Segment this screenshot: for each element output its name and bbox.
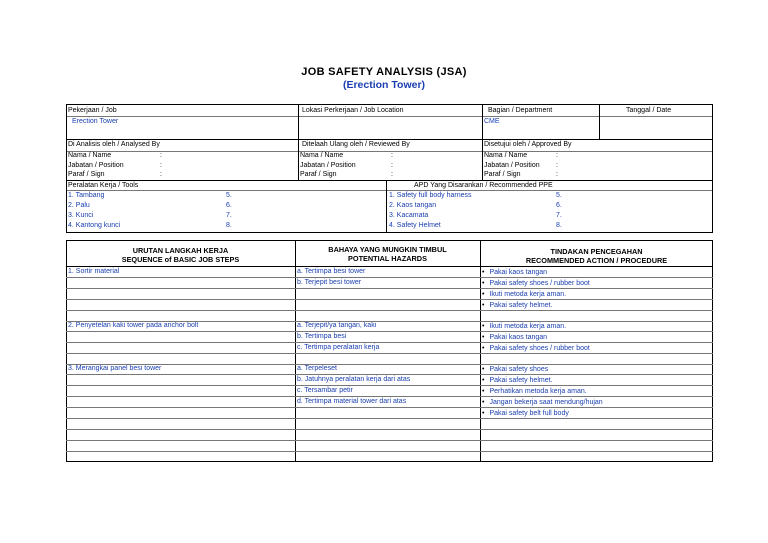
tool-item: 4. Kantong kunci: [68, 222, 121, 229]
grid-line: [66, 396, 713, 397]
step-1: 1. Sortir material: [68, 268, 120, 275]
step-3: 3. Merangkai panel besi tower: [68, 365, 162, 372]
action-item: • Perhatikan metoda kerja aman.: [482, 387, 587, 396]
tool-item: 2. Palu: [68, 202, 90, 209]
tool-number: 5.: [226, 192, 232, 199]
ppe-number: 6.: [556, 202, 562, 209]
hazard-item: a. Terjepit/ya tangan, kaki: [297, 322, 377, 329]
steps-column-header: URUTAN LANGKAH KERJA SEQUENCE of BASIC JOB STEPS: [121, 246, 240, 264]
grid-line: [66, 418, 713, 419]
action-item: • Pakai safety shoes / rubber boot: [482, 344, 590, 353]
jsa-header-table: [66, 104, 713, 234]
action-item: • Pakai safety shoes: [482, 365, 548, 374]
department-value: CME: [484, 118, 500, 125]
ppe-number: 5.: [556, 192, 562, 199]
action-item: • Pakai kaos tangan: [482, 333, 547, 342]
colon: :: [556, 171, 558, 178]
hazard-item: c. Tersambar petir: [297, 387, 353, 394]
reviewed-sign-label: Paraf / Sign: [300, 171, 337, 178]
grid-line: [66, 288, 713, 289]
location-label: Lokasi Perkerjaan / Job Location: [302, 107, 404, 114]
reviewed-position-label: Jabatan / Position: [300, 162, 356, 169]
approved-by-label: Disetujui oleh / Approved By: [484, 141, 572, 148]
hazard-item: a. Terpeleset: [297, 365, 337, 372]
grid-line: [66, 364, 713, 365]
grid-line: [66, 374, 713, 375]
reviewed-by-label: Ditelaah Ulang oleh / Reviewed By: [302, 141, 410, 148]
actions-column-header: TINDAKAN PENCEGAHAN RECOMMENDED ACTION / PROCEDURE: [525, 247, 668, 265]
colon: :: [160, 162, 162, 169]
colon: :: [556, 152, 558, 159]
ppe-item: 2. Kaos tangan: [389, 202, 437, 209]
tool-item: 1. Tambang: [68, 192, 105, 199]
tool-number: 7.: [226, 212, 232, 219]
grid-line: [66, 331, 713, 332]
colon: :: [556, 162, 558, 169]
grid-line: [66, 451, 713, 452]
colon: :: [391, 171, 393, 178]
approved-position-label: Jabatan / Position: [484, 162, 540, 169]
analysed-name-label: Nama / Name: [68, 152, 112, 159]
hazard-item: a. Tertimpa besi tower: [297, 268, 366, 275]
action-item: • Jangan bekerja saat mendung/hujan: [482, 398, 603, 407]
job-label: Pekerjaan / Job: [68, 107, 117, 114]
action-item: • Pakai safety helmet.: [482, 376, 552, 385]
colon: :: [160, 152, 162, 159]
ppe-item: 4. Safety Helmet: [389, 222, 441, 229]
tool-number: 8.: [226, 222, 232, 229]
tool-item: 3. Kunci: [68, 212, 94, 219]
document-subtitle: (Erection Tower): [342, 79, 426, 91]
hazard-item: c. Tertimpa peralatan kerja: [297, 344, 380, 351]
document-title: JOB SAFETY ANALYSIS (JSA): [301, 66, 467, 78]
approved-name-label: Nama / Name: [484, 152, 528, 159]
grid-line: [66, 385, 713, 386]
grid-line: [66, 440, 713, 441]
colon: :: [391, 152, 393, 159]
ppe-number: 8.: [556, 222, 562, 229]
step-2: 2. Penyetelan kaki tower pada anchor bolt: [68, 322, 199, 329]
hazards-column-header: BAHAYA YANG MUNGKIN TIMBUL POTENTIAL HAZARDS: [328, 245, 447, 263]
hazard-item: b. Jatuhnya peralatan kerja dari atas: [297, 376, 411, 383]
tools-label: Peralatan Kerja / Tools: [68, 182, 139, 189]
action-item: • Pakai safety belt full body: [482, 409, 569, 418]
hazard-item: d. Tertimpa material tower dari atas: [297, 398, 407, 405]
grid-line: [66, 353, 713, 354]
analysed-by-label: Di Analisis oleh / Analysed By: [68, 141, 160, 148]
ppe-number: 7.: [556, 212, 562, 219]
grid-line: [66, 310, 713, 311]
approved-sign-label: Paraf / Sign: [484, 171, 521, 178]
action-item: • Pakai safety helmet.: [482, 301, 552, 310]
action-item: • Ikuti metoda kerja aman.: [482, 290, 566, 299]
job-value: Erection Tower: [72, 118, 119, 125]
reviewed-name-label: Nama / Name: [300, 152, 344, 159]
analysed-position-label: Jabatan / Position: [68, 162, 124, 169]
colon: :: [160, 171, 162, 178]
colon: :: [391, 162, 393, 169]
grid-line: [66, 407, 713, 408]
hazard-item: b. Terjepit besi tower: [297, 279, 362, 286]
grid-line: [66, 299, 713, 300]
department-label: Bagian / Department: [488, 107, 553, 114]
grid-line: [66, 429, 713, 430]
analysed-sign-label: Paraf / Sign: [68, 171, 105, 178]
jsa-steps-table: [66, 240, 713, 462]
ppe-item: 1. Safety full body harness: [389, 192, 472, 199]
grid-line: [66, 321, 713, 322]
grid-line: [66, 277, 713, 278]
ppe-label: APD Yang Disarankan / Recommended PPE: [414, 182, 553, 189]
action-item: • Pakai kaos tangan: [482, 268, 547, 277]
action-item: • Pakai safety shoes / rubber boot: [482, 279, 590, 288]
action-item: • Ikuti metoda kerja aman.: [482, 322, 566, 331]
grid-line: [66, 342, 713, 343]
hazard-item: b. Tertimpa besi: [297, 333, 347, 340]
ppe-item: 3. Kacamata: [389, 212, 429, 219]
date-label: Tanggal / Date: [626, 107, 672, 114]
tool-number: 6.: [226, 202, 232, 209]
